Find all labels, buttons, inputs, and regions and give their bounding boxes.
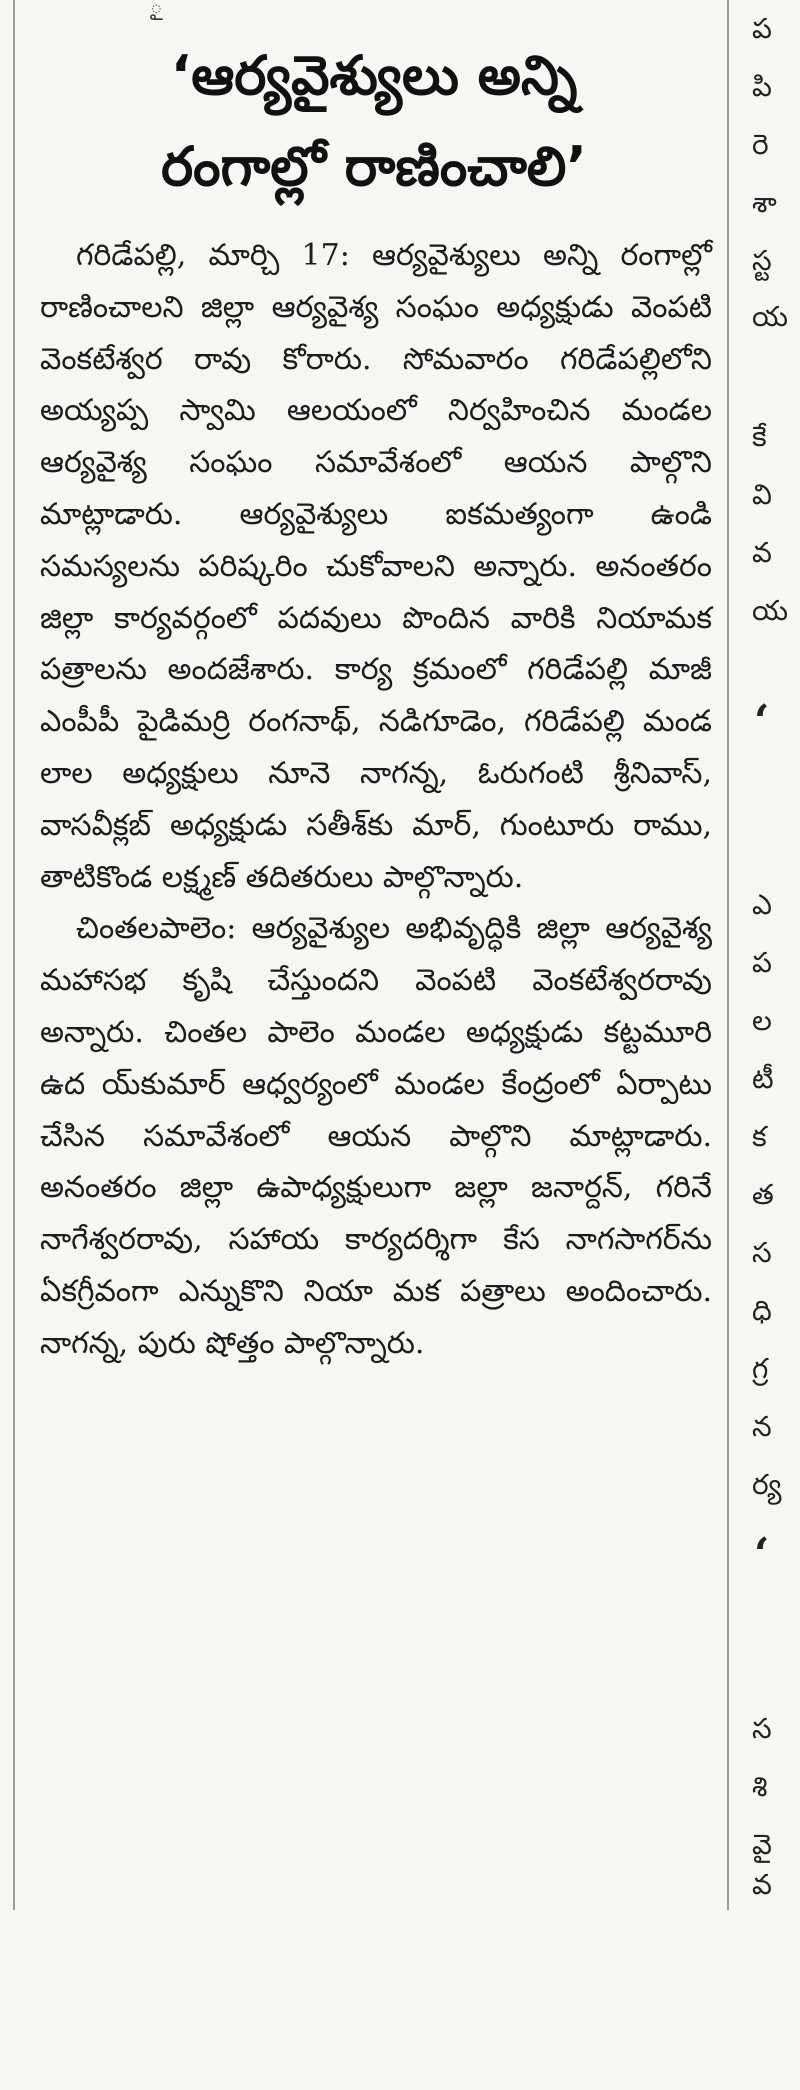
- article-paragraph-1: గరిడేపల్లి, మార్చి 17: ఆర్యవైశ్యులు అన్ని రంగాల్లో రాణించాలని జిల్లా ఆర్యవైశ్య సంఘం అధ్యక్షుడు వెంపటి వెంకటేశ్వర రావు కోరారు. సోమవారం గరిడేపల్లిలోని అయ్యప్ప స్వామి ఆలయంలో నిర్వహించిన మండల ఆర్యవైశ్య సంఘం సమావేశంలో ఆయన పాల్గొని మాట్లాడారు. ఆర్యవైశ్యులు ఐకమత్యంగా ఉండి సమస్యలను పరిష్కరిం చుకోవాలని అన్నారు. అనంతరం జిల్లా కార్యవర్గంలో పదవులు పొందిన వారికి నియామక పత్రాలను అందజేశారు. కార్య క్రమంలో గరిడేపల్లి మాజీ ఎంపీపీ పైడిమర్రి రంగనాథ్, నడిగూడెం, గరిడేపల్లి మండ లాల అధ్యక్షులు నూనె నాగన్న, ఓరుగంటి శ్రీనివాస్, వాసవీక్లబ్ అధ్యక్షుడు సతీశ్‌కు మార్, గుంటూరు రాము, తాటికొండ లక్ష్మణ్ తదితరులు పాల్గొన్నారు.: [40, 238, 712, 895]
- left-column-rule: [13, 0, 15, 1910]
- adjacent-column-fragment: స: [752, 1712, 772, 1745]
- adjacent-column-fragment: క: [752, 1120, 767, 1153]
- right-column-rule: [727, 0, 729, 1910]
- adjacent-column-fragment: న: [752, 1410, 772, 1443]
- adjacent-column-cropped: [748, 0, 800, 1910]
- adjacent-column-fragment: ప: [752, 12, 772, 45]
- adjacent-headline-quote: ‘: [754, 696, 770, 747]
- adjacent-column-fragment: ల: [752, 1004, 772, 1037]
- adjacent-column-fragment: వి: [752, 478, 772, 511]
- adjacent-column-fragment: త: [752, 1178, 774, 1211]
- top-cropped-fragment: ౖ: [150, 0, 163, 19]
- adjacent-column-fragment: స్ట: [752, 244, 772, 277]
- adjacent-column-fragment: స: [752, 1236, 772, 1269]
- article-body: [40, 230, 712, 1370]
- adjacent-column-fragment: వ: [752, 536, 772, 569]
- adjacent-column-fragment: ధి: [752, 1294, 772, 1327]
- adjacent-column-fragment: గ్ర: [752, 1352, 769, 1385]
- adjacent-column-fragment: శా: [752, 186, 777, 219]
- headline-line-2: రంగాల్లో రాణించాలి’: [161, 135, 587, 198]
- adjacent-column-fragment: వై: [752, 1828, 772, 1861]
- adjacent-column-fragment: ఎ: [752, 888, 772, 921]
- adjacent-column-fragment: శి: [752, 1770, 768, 1803]
- adjacent-column-fragment: య: [752, 300, 789, 333]
- adjacent-headline-quote: ‘: [754, 1529, 770, 1580]
- adjacent-column-fragment: పి: [752, 70, 772, 103]
- article-paragraph-2: చింతలపాలెం: ఆర్యవైశ్యుల అభివృద్ధికి జిల్లా ఆర్యవైశ్య మహాసభ కృషి చేస్తుందని వెంపటి వెంకటేశ్వరరావు అన్నారు. చింతల పాలెం మండల అధ్యక్షుడు కట్టమూరి ఉద య్‌కుమార్ ఆధ్వర్యంలో మండల కేంద్రంలో ఏర్పాటు చేసిన సమావేశంలో ఆయన పాల్గొని మాట్లాడారు. అనంతరం జిల్లా ఉపాధ్యక్షులుగా జల్లా జనార్దన్, గరినే నాగేశ్వరరావు, సహాయ కార్యదర్శిగా కేస నాగసాగర్‌ను ఏకగ్రీవంగా ఎన్నుకొని నియా మక పత్రాలు అందించారు. నాగన్న, పురు షోత్తం పాల్గొన్నారు.: [40, 911, 712, 1361]
- adjacent-column-fragment: వ: [752, 1868, 772, 1901]
- headline-line-1: ‘ఆర్యవైశ్యులు అన్ని: [170, 44, 578, 107]
- adjacent-column-fragment: కే: [752, 420, 767, 453]
- adjacent-column-fragment: ప: [752, 946, 772, 979]
- adjacent-column-fragment: య: [752, 594, 789, 627]
- adjacent-column-fragment: రె: [752, 128, 769, 161]
- adjacent-column-fragment: టీ: [752, 1062, 774, 1095]
- adjacent-column-fragment: ర్య: [752, 1468, 782, 1501]
